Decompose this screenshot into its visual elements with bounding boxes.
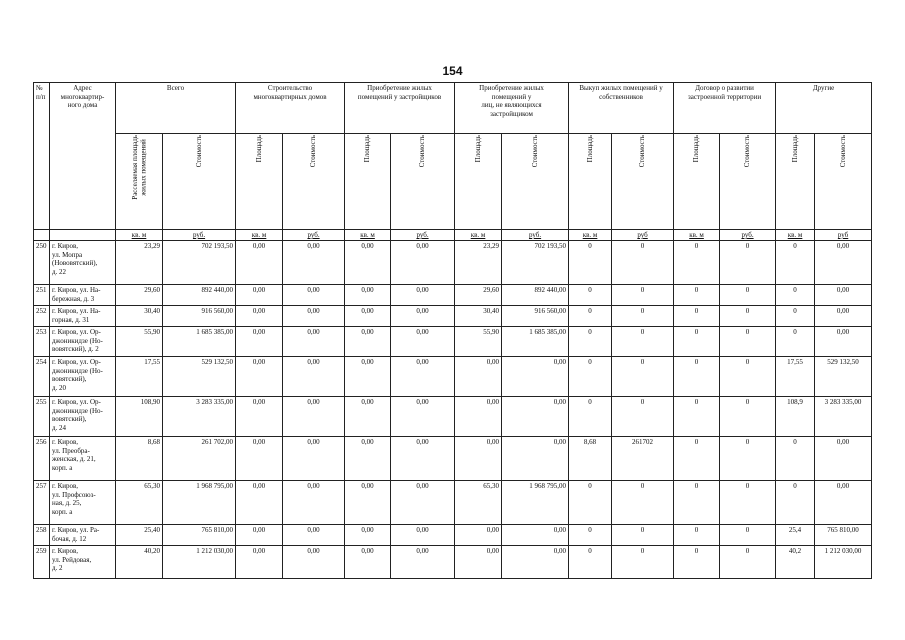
header-row-groups xyxy=(34,83,872,134)
table-row xyxy=(34,397,872,437)
subheader-cost: Стоимость xyxy=(815,134,872,230)
units-row xyxy=(34,230,872,241)
address-cell: г. Киров, ул. На- бережная, д. 3 xyxy=(50,285,116,306)
value-cell: 916 560,00 xyxy=(163,306,236,327)
value-cell: 0 xyxy=(674,241,720,285)
header-row-subcolumns xyxy=(34,134,872,230)
value-cell: 0,00 xyxy=(815,241,872,285)
value-cell: 0,00 xyxy=(391,481,455,525)
value-cell: 529 132,50 xyxy=(163,357,236,397)
units-cell: руб. xyxy=(502,230,569,241)
value-cell: 65,30 xyxy=(455,481,502,525)
value-cell: 0,00 xyxy=(283,525,345,546)
row-number: 257 xyxy=(34,481,50,525)
table-row xyxy=(34,306,872,327)
value-cell: 0,00 xyxy=(455,397,502,437)
value-cell: 0 xyxy=(776,437,815,481)
table-row xyxy=(34,481,872,525)
value-cell: 0 xyxy=(720,327,776,357)
address-cell: г. Киров, ул. Ор- джоникидзе (Но- вовятский), д. 2 xyxy=(50,327,116,357)
header-address: Адрес многоквартир- ного дома xyxy=(50,83,116,230)
value-cell: 0 xyxy=(612,327,674,357)
subheader-cost: Стоимость xyxy=(391,134,455,230)
value-cell: 30,40 xyxy=(116,306,163,327)
units-cell: руб. xyxy=(283,230,345,241)
value-cell: 0 xyxy=(720,397,776,437)
value-cell: 0,00 xyxy=(345,397,391,437)
units-cell: руб. xyxy=(163,230,236,241)
subheader-area: Площадь xyxy=(776,134,815,230)
value-cell: 0 xyxy=(569,285,612,306)
subheader-area: Площадь xyxy=(569,134,612,230)
value-cell: 3 283 335,00 xyxy=(815,397,872,437)
units-cell: кв. м xyxy=(455,230,502,241)
table-body xyxy=(34,241,872,579)
header-development-agreement: Договор о развитии застроенной территории xyxy=(674,83,776,134)
subheader-area: Площадь xyxy=(674,134,720,230)
value-cell: 0 xyxy=(776,481,815,525)
value-cell: 0,00 xyxy=(283,481,345,525)
value-cell: 0 xyxy=(720,306,776,327)
value-cell: 0,00 xyxy=(345,306,391,327)
value-cell: 0,00 xyxy=(236,397,283,437)
value-cell: 0,00 xyxy=(345,546,391,579)
units-cell: руб xyxy=(815,230,872,241)
value-cell: 0 xyxy=(720,546,776,579)
table-row xyxy=(34,285,872,306)
row-number: 254 xyxy=(34,357,50,397)
subheader-area: Площадь xyxy=(345,134,391,230)
header-purchase-developers: Приобретение жилых помещений у застройщиков xyxy=(345,83,455,134)
value-cell: 0,00 xyxy=(391,525,455,546)
value-cell: 0,00 xyxy=(502,525,569,546)
table-row xyxy=(34,357,872,397)
subheader-cost: Стоимость xyxy=(502,134,569,230)
units-cell: кв. м xyxy=(776,230,815,241)
value-cell: 0,00 xyxy=(455,525,502,546)
value-cell: 3 283 335,00 xyxy=(163,397,236,437)
value-cell: 1 212 030,00 xyxy=(815,546,872,579)
value-cell: 0,00 xyxy=(236,437,283,481)
value-cell: 0 xyxy=(569,241,612,285)
row-number: 251 xyxy=(34,285,50,306)
value-cell: 17,55 xyxy=(776,357,815,397)
value-cell: 0,00 xyxy=(283,546,345,579)
value-cell: 25,40 xyxy=(116,525,163,546)
value-cell: 0,00 xyxy=(391,546,455,579)
value-cell: 0 xyxy=(569,481,612,525)
page-number: 154 xyxy=(442,64,463,78)
value-cell: 0,00 xyxy=(345,525,391,546)
row-number: 256 xyxy=(34,437,50,481)
value-cell: 0 xyxy=(674,546,720,579)
value-cell: 1 212 030,00 xyxy=(163,546,236,579)
value-cell: 0,00 xyxy=(391,285,455,306)
value-cell: 0,00 xyxy=(502,397,569,437)
address-cell: г. Киров, ул. Профсоюз- ная, д. 25, корп. а xyxy=(50,481,116,525)
address-cell: г. Киров, ул. Ра- бочая, д. 12 xyxy=(50,525,116,546)
value-cell: 1 968 795,00 xyxy=(163,481,236,525)
value-cell: 0 xyxy=(674,357,720,397)
value-cell: 0,00 xyxy=(283,397,345,437)
header-buyout: Выкуп жилых помещений у собственников xyxy=(569,83,674,134)
value-cell: 0 xyxy=(569,546,612,579)
value-cell: 0 xyxy=(569,357,612,397)
value-cell: 0 xyxy=(569,397,612,437)
value-cell: 0 xyxy=(674,397,720,437)
value-cell: 108,9 xyxy=(776,397,815,437)
header-purchase-non-developers: Приобретение жилых помещений у лиц, не являющихся застройщиком xyxy=(455,83,569,134)
value-cell: 0 xyxy=(612,241,674,285)
subheader-cost: Стоимость xyxy=(612,134,674,230)
value-cell: 0,00 xyxy=(283,306,345,327)
value-cell: 0 xyxy=(776,327,815,357)
address-cell: г. Киров, ул. Преобра- женская, д. 21, корп. а xyxy=(50,437,116,481)
address-cell: г. Киров, ул. Мопра (Нововятский), д. 22 xyxy=(50,241,116,285)
value-cell: 0,00 xyxy=(345,327,391,357)
units-cell: руб. xyxy=(720,230,776,241)
value-cell: 0,00 xyxy=(391,306,455,327)
value-cell: 0,00 xyxy=(815,437,872,481)
value-cell: 8,68 xyxy=(116,437,163,481)
value-cell: 0 xyxy=(674,285,720,306)
value-cell: 0,00 xyxy=(236,241,283,285)
header-total: Всего xyxy=(116,83,236,134)
value-cell: 0,00 xyxy=(815,327,872,357)
value-cell: 765 810,00 xyxy=(163,525,236,546)
value-cell: 0,00 xyxy=(815,481,872,525)
units-cell xyxy=(50,230,116,241)
value-cell: 0,00 xyxy=(283,437,345,481)
value-cell: 892 440,00 xyxy=(502,285,569,306)
value-cell: 0 xyxy=(776,306,815,327)
units-cell: руб. xyxy=(391,230,455,241)
value-cell: 261 702,00 xyxy=(163,437,236,481)
value-cell: 0 xyxy=(776,241,815,285)
value-cell: 261702 xyxy=(612,437,674,481)
value-cell: 0,00 xyxy=(345,437,391,481)
value-cell: 0 xyxy=(674,437,720,481)
value-cell: 0,00 xyxy=(502,357,569,397)
header-construction: Строительство многоквартирных домов xyxy=(236,83,345,134)
value-cell: 0,00 xyxy=(815,306,872,327)
row-number: 252 xyxy=(34,306,50,327)
value-cell: 8,68 xyxy=(569,437,612,481)
address-cell: г. Киров, ул. На- горная, д. 31 xyxy=(50,306,116,327)
subheader-cost: Стоимость xyxy=(163,134,236,230)
value-cell: 892 440,00 xyxy=(163,285,236,306)
subheader-area: Площадь xyxy=(236,134,283,230)
value-cell: 0,00 xyxy=(345,285,391,306)
value-cell: 0,00 xyxy=(391,397,455,437)
value-cell: 0,00 xyxy=(815,285,872,306)
value-cell: 0 xyxy=(569,525,612,546)
address-cell: г. Киров, ул. Рейдовая, д. 2 xyxy=(50,546,116,579)
table-row xyxy=(34,241,872,285)
units-cell xyxy=(34,230,50,241)
value-cell: 30,40 xyxy=(455,306,502,327)
value-cell: 0 xyxy=(776,285,815,306)
value-cell: 0,00 xyxy=(455,357,502,397)
subheader-cost: Стоимость xyxy=(720,134,776,230)
value-cell: 0 xyxy=(569,327,612,357)
address-cell: г. Киров, ул. Ор- джоникидзе (Но- вовятский), д. 20 xyxy=(50,357,116,397)
value-cell: 0,00 xyxy=(455,437,502,481)
value-cell: 0 xyxy=(720,285,776,306)
value-cell: 0,00 xyxy=(236,525,283,546)
value-cell: 108,90 xyxy=(116,397,163,437)
units-cell: кв. м xyxy=(116,230,163,241)
row-number: 253 xyxy=(34,327,50,357)
value-cell: 1 685 385,00 xyxy=(502,327,569,357)
value-cell: 0,00 xyxy=(391,327,455,357)
value-cell: 0 xyxy=(612,357,674,397)
address-cell: г. Киров, ул. Ор- джоникидзе (Но- вовятский), д. 24 xyxy=(50,397,116,437)
value-cell: 0 xyxy=(720,481,776,525)
units-cell: кв. м xyxy=(345,230,391,241)
subheader-resettled-area: Расселяемая площадь жилых помещений xyxy=(116,134,163,230)
resettlement-table xyxy=(33,82,872,579)
value-cell: 0,00 xyxy=(391,357,455,397)
value-cell: 0 xyxy=(612,481,674,525)
value-cell: 0,00 xyxy=(236,306,283,327)
table-row xyxy=(34,546,872,579)
value-cell: 25,4 xyxy=(776,525,815,546)
value-cell: 1 685 385,00 xyxy=(163,327,236,357)
subheader-area: Площадь xyxy=(455,134,502,230)
table-row xyxy=(34,437,872,481)
value-cell: 0 xyxy=(720,437,776,481)
value-cell: 0,00 xyxy=(236,327,283,357)
value-cell: 0,00 xyxy=(236,357,283,397)
value-cell: 0,00 xyxy=(345,241,391,285)
table-row xyxy=(34,327,872,357)
value-cell: 40,20 xyxy=(116,546,163,579)
row-number: 250 xyxy=(34,241,50,285)
row-number: 255 xyxy=(34,397,50,437)
value-cell: 0 xyxy=(674,306,720,327)
value-cell: 765 810,00 xyxy=(815,525,872,546)
value-cell: 0 xyxy=(674,327,720,357)
value-cell: 0,00 xyxy=(283,241,345,285)
value-cell: 0,00 xyxy=(283,327,345,357)
units-cell: руб xyxy=(612,230,674,241)
row-number: 259 xyxy=(34,546,50,579)
value-cell: 916 560,00 xyxy=(502,306,569,327)
value-cell: 529 132,50 xyxy=(815,357,872,397)
value-cell: 0 xyxy=(720,525,776,546)
value-cell: 0,00 xyxy=(236,285,283,306)
table-row xyxy=(34,525,872,546)
value-cell: 29,60 xyxy=(455,285,502,306)
value-cell: 40,2 xyxy=(776,546,815,579)
value-cell: 0,00 xyxy=(283,285,345,306)
value-cell: 0,00 xyxy=(391,437,455,481)
value-cell: 702 193,50 xyxy=(502,241,569,285)
value-cell: 0 xyxy=(612,525,674,546)
value-cell: 0 xyxy=(612,397,674,437)
units-cell: кв. м xyxy=(674,230,720,241)
subheader-cost: Стоимость xyxy=(283,134,345,230)
value-cell: 0,00 xyxy=(283,357,345,397)
value-cell: 0 xyxy=(612,546,674,579)
value-cell: 0,00 xyxy=(502,546,569,579)
value-cell: 29,60 xyxy=(116,285,163,306)
value-cell: 0 xyxy=(612,306,674,327)
value-cell: 0 xyxy=(674,481,720,525)
value-cell: 17,55 xyxy=(116,357,163,397)
value-cell: 1 968 795,00 xyxy=(502,481,569,525)
value-cell: 0,00 xyxy=(502,437,569,481)
value-cell: 0,00 xyxy=(236,546,283,579)
value-cell: 0 xyxy=(674,525,720,546)
value-cell: 0 xyxy=(720,241,776,285)
value-cell: 65,30 xyxy=(116,481,163,525)
value-cell: 23,29 xyxy=(116,241,163,285)
units-cell: кв. м xyxy=(236,230,283,241)
header-num: № п/п xyxy=(34,83,50,230)
value-cell: 0,00 xyxy=(391,241,455,285)
header-other: Другие xyxy=(776,83,872,134)
row-number: 258 xyxy=(34,525,50,546)
value-cell: 0,00 xyxy=(455,546,502,579)
value-cell: 55,90 xyxy=(116,327,163,357)
value-cell: 0,00 xyxy=(345,357,391,397)
value-cell: 0 xyxy=(612,285,674,306)
value-cell: 0 xyxy=(569,306,612,327)
value-cell: 55,90 xyxy=(455,327,502,357)
value-cell: 23,29 xyxy=(455,241,502,285)
value-cell: 0,00 xyxy=(236,481,283,525)
value-cell: 0,00 xyxy=(345,481,391,525)
units-cell: кв. м xyxy=(569,230,612,241)
value-cell: 0 xyxy=(720,357,776,397)
value-cell: 702 193,50 xyxy=(163,241,236,285)
